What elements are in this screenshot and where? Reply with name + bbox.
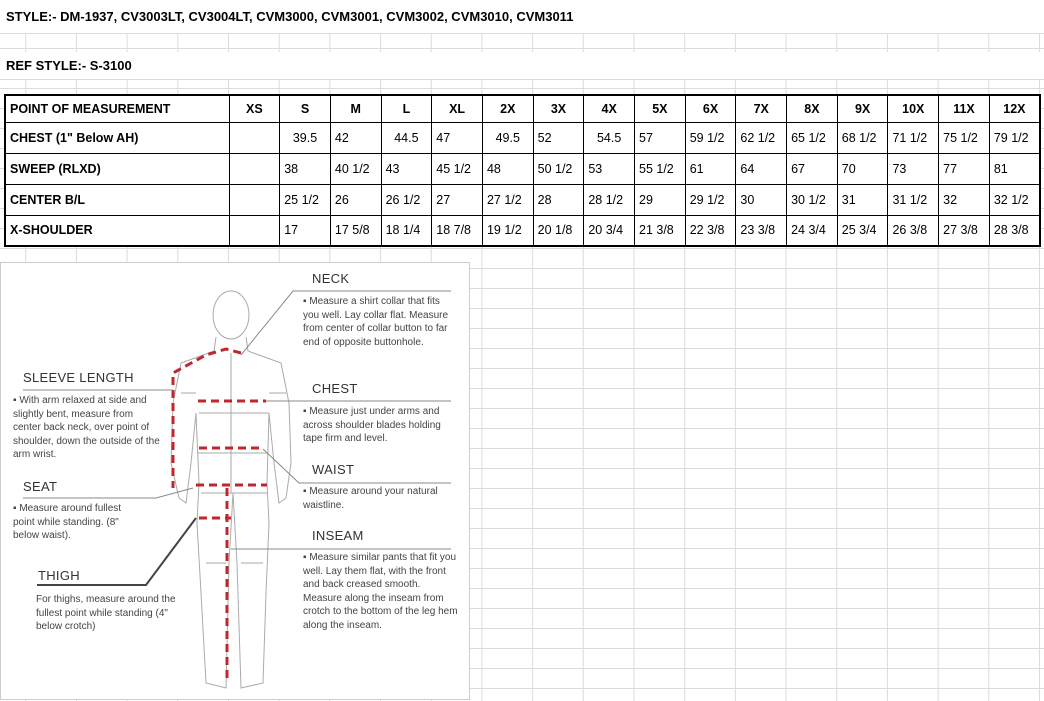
measurement-cell: 45 1/2 [432,153,483,184]
measurement-cell: 55 1/2 [635,153,686,184]
size-header: 3X [533,95,584,122]
seat-title: SEAT [23,479,58,494]
measurement-cell: 31 [837,184,888,215]
size-header: 11X [939,95,990,122]
measurement-cell: 26 [330,184,381,215]
measurement-cell: 64 [736,153,787,184]
measurement-cell: 67 [787,153,838,184]
measurement-cell: 30 [736,184,787,215]
measurement-cell: 70 [837,153,888,184]
measurement-cell: 61 [685,153,736,184]
measurement-cell: 23 3/8 [736,215,787,246]
measurement-cell: 17 [280,215,331,246]
measurement-cell: 54.5 [584,122,635,153]
neck-text: ▪ Measure a shirt collar that fits you well. Lay collar flat. Measure from center of collar button to far end of opposite buttonhole. [303,296,449,348]
measurement-guide-figure [0,262,470,700]
measurement-cell: 25 3/4 [837,215,888,246]
measurement-cell: 25 1/2 [280,184,331,215]
measurement-cell: 42 [330,122,381,153]
size-header: M [330,95,381,122]
style-line: STYLE:- DM-1937, CV3003LT, CV3004LT, CVM3000, CVM3001, CVM3002, CVM3010, CVM3011 [0,0,1044,34]
thigh-title: THIGH [38,568,80,583]
measurement-cell: 21 3/8 [635,215,686,246]
measurement-cell: 79 1/2 [989,122,1040,153]
measurement-cell: 62 1/2 [736,122,787,153]
sleeve-text: ▪ With arm relaxed at side and slightly bent, measure from center back neck, over point of shoulder, down the outside of the arm wrist. [13,395,160,460]
measurement-cell: 28 1/2 [584,184,635,215]
measurement-cell: 81 [989,153,1040,184]
measurement-cell: 65 1/2 [787,122,838,153]
waist-text: ▪ Measure around your natural waistline. [303,486,438,511]
chest-title: CHEST [312,381,358,396]
row-label: CENTER B/L [5,184,229,215]
size-header: 2X [482,95,533,122]
size-header: 8X [787,95,838,122]
measurement-cell: 20 1/8 [533,215,584,246]
measurement-cell: 40 1/2 [330,153,381,184]
measurement-cell: 30 1/2 [787,184,838,215]
measurement-cell: 20 3/4 [584,215,635,246]
size-header: 10X [888,95,939,122]
measurement-cell: 44.5 [381,122,432,153]
measurement-cell: 24 3/4 [787,215,838,246]
measurement-cell: 71 1/2 [888,122,939,153]
size-header: 4X [584,95,635,122]
measurement-cell: 28 3/8 [989,215,1040,246]
measurement-cell [229,153,280,184]
measurement-cell: 32 [939,184,990,215]
measurement-cell: 39.5 [280,122,331,153]
measurement-cell: 47 [432,122,483,153]
measurement-cell: 18 1/4 [381,215,432,246]
waist-title: WAIST [312,462,355,477]
measurement-cell: 27 [432,184,483,215]
measurement-cell: 27 3/8 [939,215,990,246]
measurement-cell: 26 3/8 [888,215,939,246]
size-header: 9X [837,95,888,122]
measurement-cell: 50 1/2 [533,153,584,184]
point-of-measurement-header: POINT OF MEASUREMENT [5,95,229,122]
table-header-row [5,95,1040,122]
measurement-cell: 29 1/2 [685,184,736,215]
size-header: L [381,95,432,122]
measurement-cell: 73 [888,153,939,184]
thigh-text: For thighs, measure around the fullest point while standing (4" below crotch) [36,594,176,632]
measurement-cell: 48 [482,153,533,184]
measurement-cell: 26 1/2 [381,184,432,215]
measurement-cell: 49.5 [482,122,533,153]
measurement-cell: 31 1/2 [888,184,939,215]
measurement-cell: 27 1/2 [482,184,533,215]
measurement-cell: 53 [584,153,635,184]
size-header: 6X [685,95,736,122]
table-row [5,122,1040,153]
inseam-title: INSEAM [312,528,364,543]
inseam-text: ▪ Measure similar pants that fit you well. Lay them flat, with the front and back creased smooth. Measure along the inseam from crotch to the bottom of the leg hem along the inseam. [303,552,458,631]
neck-title: NECK [312,271,350,286]
row-label: SWEEP (RLXD) [5,153,229,184]
measurement-cell [229,215,280,246]
measurement-table [4,94,1041,247]
sleeve-title: SLEEVE LENGTH [23,370,134,385]
table-row [5,184,1040,215]
measurement-cell: 18 7/8 [432,215,483,246]
size-header: 5X [635,95,686,122]
measurement-cell: 59 1/2 [685,122,736,153]
measurement-cell [229,184,280,215]
measurement-cell: 57 [635,122,686,153]
measurement-cell: 17 5/8 [330,215,381,246]
size-header: 12X [989,95,1040,122]
measurement-cell: 75 1/2 [939,122,990,153]
measurement-cell: 43 [381,153,432,184]
size-header: 7X [736,95,787,122]
measurement-cell: 32 1/2 [989,184,1040,215]
measurement-cell: 77 [939,153,990,184]
table-row [5,215,1040,246]
measurement-cell: 19 1/2 [482,215,533,246]
seat-text: ▪ Measure around fullest point while standing. (8" below waist). [13,503,122,541]
measurement-cell: 28 [533,184,584,215]
measurement-cell: 22 3/8 [685,215,736,246]
measurement-cell: 68 1/2 [837,122,888,153]
size-header: XL [432,95,483,122]
table-row [5,153,1040,184]
row-label: X-SHOULDER [5,215,229,246]
chest-text: ▪ Measure just under arms and across shoulder blades holding tape firm and level. [303,406,441,444]
size-header: XS [229,95,280,122]
measurement-cell: 52 [533,122,584,153]
measurement-cell [229,122,280,153]
size-header: S [280,95,331,122]
ref-style: REF STYLE:- S-3100 [0,52,1044,80]
row-label: CHEST (1" Below AH) [5,122,229,153]
measurement-cell: 38 [280,153,331,184]
measurement-cell: 29 [635,184,686,215]
